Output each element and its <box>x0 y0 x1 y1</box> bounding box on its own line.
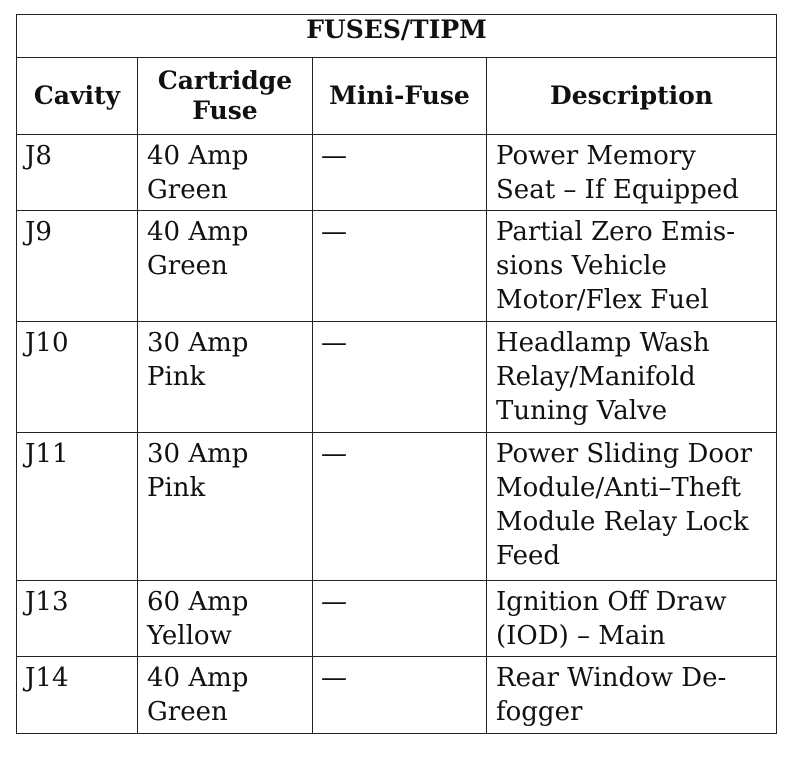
description-cell: Headlamp Wash Relay/Manifold Tuning Valve <box>487 322 777 433</box>
description-cell: Power Sliding Door Module/Anti–Theft Module Relay Lock Feed <box>487 433 777 581</box>
mini-fuse-cell: — <box>313 322 487 433</box>
mini-fuse-cell: — <box>313 135 487 211</box>
table-row <box>17 581 777 657</box>
table-row <box>17 433 777 581</box>
mini-fuse-cell: — <box>313 581 487 657</box>
cartridge-fuse-cell: 30 Amp Pink <box>138 433 313 581</box>
cartridge-fuse-cell: 40 Amp Green <box>138 135 313 211</box>
cavity-cell: J9 <box>17 211 138 322</box>
table-row <box>17 211 777 322</box>
description-cell: Power Memory Seat – If Equipped <box>487 135 777 211</box>
cartridge-fuse-cell: 40 Amp Green <box>138 211 313 322</box>
cavity-cell: J11 <box>17 433 138 581</box>
header-row <box>17 58 777 135</box>
table-title: FUSES/TIPM <box>17 15 777 58</box>
cavity-cell: J13 <box>17 581 138 657</box>
table-row <box>17 135 777 211</box>
description-cell: Partial Zero Emis- sions Vehicle Motor/Flex Fuel <box>487 211 777 322</box>
description-cell: Rear Window De- fogger <box>487 657 777 734</box>
fuses-tipm-table <box>16 14 777 734</box>
header-cavity: Cavity <box>17 58 138 135</box>
table-row <box>17 657 777 734</box>
cavity-cell: J8 <box>17 135 138 211</box>
header-cartridge-fuse: Cartridge Fuse <box>138 58 313 135</box>
mini-fuse-cell: — <box>313 433 487 581</box>
cartridge-fuse-cell: 40 Amp Green <box>138 657 313 734</box>
mini-fuse-cell: — <box>313 211 487 322</box>
header-mini-fuse: Mini-Fuse <box>313 58 487 135</box>
description-cell: Ignition Off Draw (IOD) – Main <box>487 581 777 657</box>
cavity-cell: J10 <box>17 322 138 433</box>
header-description: Description <box>487 58 777 135</box>
cartridge-fuse-cell: 30 Amp Pink <box>138 322 313 433</box>
table-row <box>17 322 777 433</box>
cartridge-fuse-cell: 60 Amp Yellow <box>138 581 313 657</box>
mini-fuse-cell: — <box>313 657 487 734</box>
cavity-cell: J14 <box>17 657 138 734</box>
